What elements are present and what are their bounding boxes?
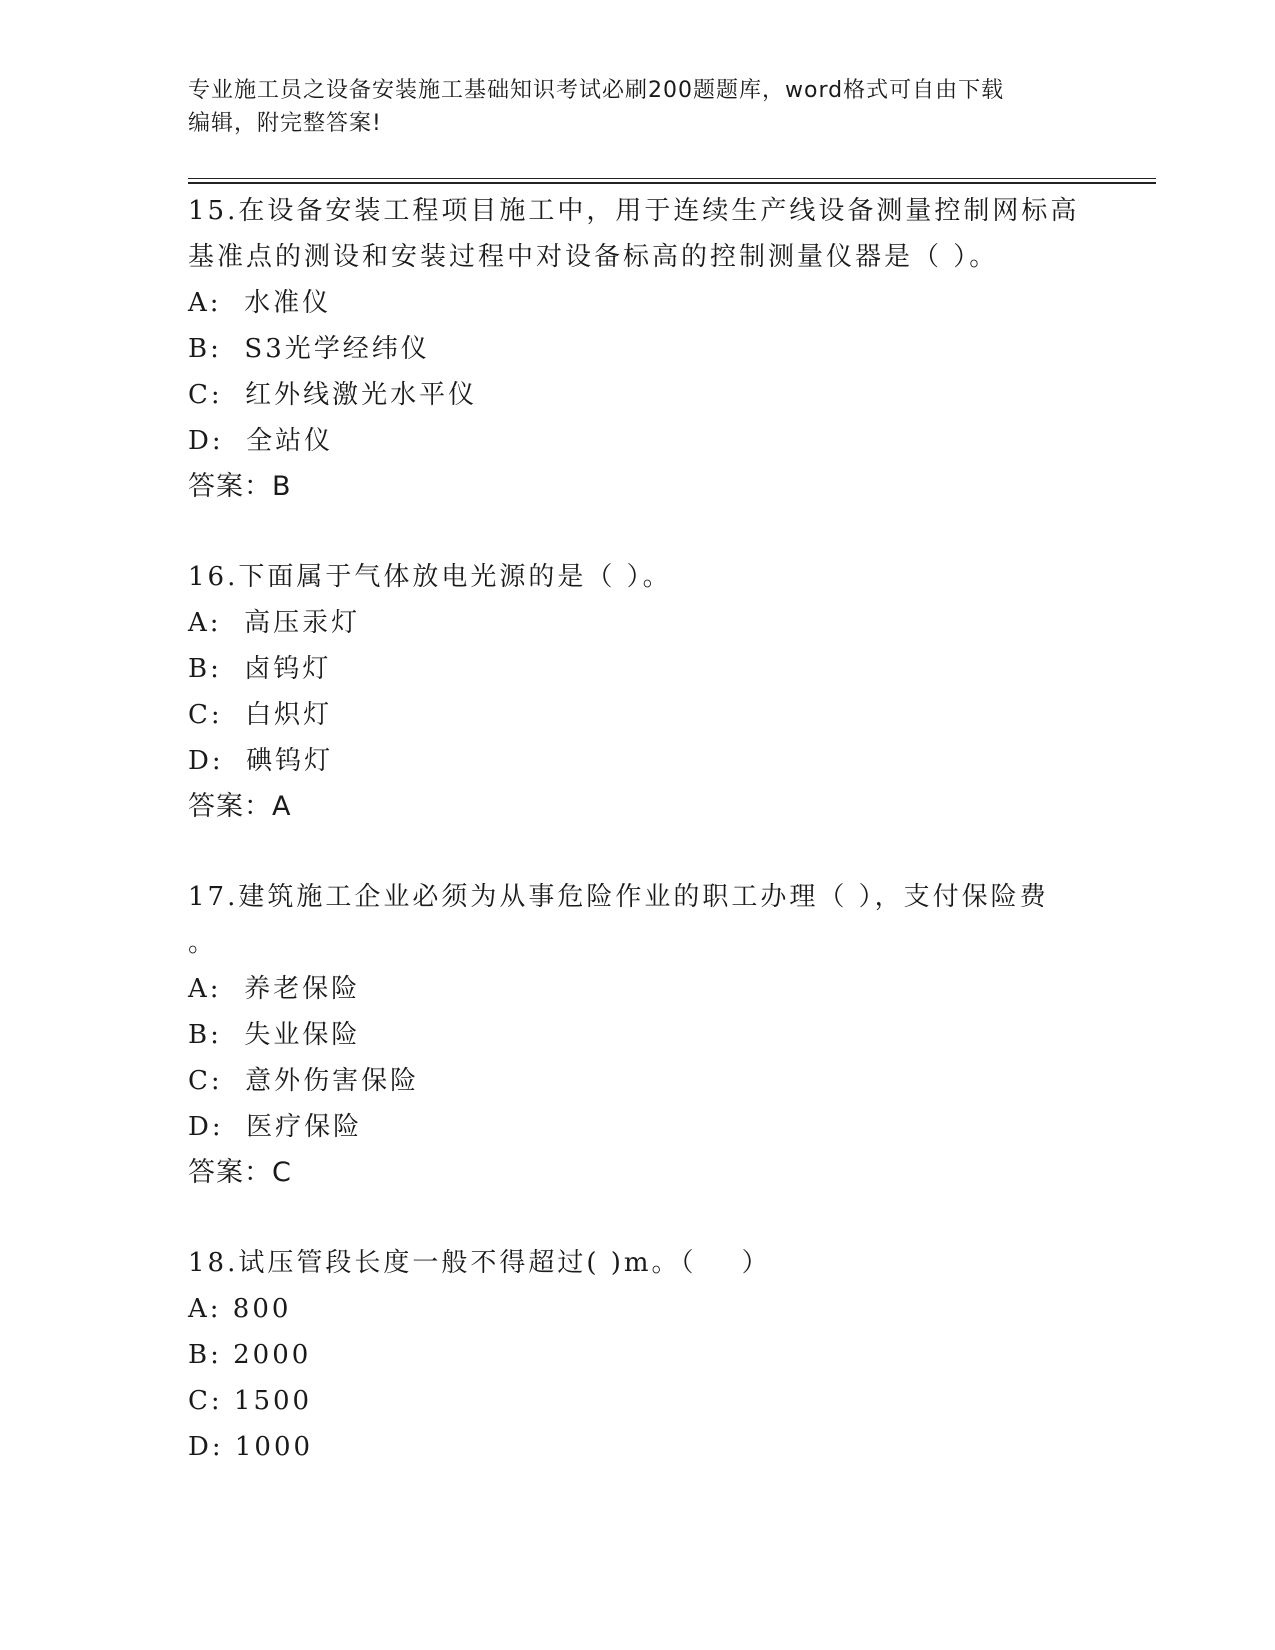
option-d: D: 全站仪 bbox=[188, 426, 334, 456]
question-17 bbox=[188, 874, 1088, 1196]
question-stem-line: 18.试压管段长度一般不得超过( )m。（ ） bbox=[188, 1248, 771, 1278]
option-a: A: 高压汞灯 bbox=[188, 608, 361, 638]
question-stem-line: 17.建筑施工企业必须为从事危险作业的职工办理（ ），支付保险费 bbox=[188, 882, 1049, 912]
document-header bbox=[188, 74, 1068, 140]
option-b: B: 卤钨灯 bbox=[188, 654, 332, 684]
option-d: D: 碘钨灯 bbox=[188, 746, 334, 776]
option-b: B: S3光学经纬仪 bbox=[188, 334, 430, 364]
question-stem-line: 。 bbox=[188, 928, 218, 958]
option-c: C: 1500 bbox=[188, 1386, 313, 1416]
option-a: A: 800 bbox=[188, 1294, 292, 1324]
option-c: C: 红外线激光水平仪 bbox=[188, 380, 478, 410]
header-line-1: 专业施工员之设备安装施工基础知识考试必刷200题题库，word格式可自由下载 bbox=[188, 78, 1005, 103]
header-divider-thick bbox=[188, 182, 1156, 184]
question-stem-line: 基准点的测设和安装过程中对设备标高的控制测量仪器是（ ）。 bbox=[188, 242, 999, 272]
question-15 bbox=[188, 188, 1088, 510]
option-a: A: 水准仪 bbox=[188, 288, 332, 318]
option-b: B: 2000 bbox=[188, 1340, 312, 1370]
header-divider-thin bbox=[188, 178, 1156, 179]
answer-line: 答案：A bbox=[188, 791, 292, 822]
answer-line: 答案：C bbox=[188, 1157, 292, 1188]
option-c: C: 意外伤害保险 bbox=[188, 1066, 420, 1096]
question-16 bbox=[188, 554, 1088, 830]
option-a: A: 养老保险 bbox=[188, 974, 361, 1004]
option-d: D: 医疗保险 bbox=[188, 1112, 363, 1142]
header-line-2: 编辑，附完整答案! bbox=[188, 111, 382, 136]
question-stem-line: 16.下面属于气体放电光源的是（ ）。 bbox=[188, 562, 672, 592]
answer-line: 答案：B bbox=[188, 471, 292, 502]
question-18 bbox=[188, 1240, 1088, 1470]
question-stem-line: 15.在设备安装工程项目施工中，用于连续生产线设备测量控制网标高 bbox=[188, 196, 1080, 226]
option-b: B: 失业保险 bbox=[188, 1020, 361, 1050]
option-c: C: 白炽灯 bbox=[188, 700, 333, 730]
option-d: D: 1000 bbox=[188, 1432, 314, 1462]
